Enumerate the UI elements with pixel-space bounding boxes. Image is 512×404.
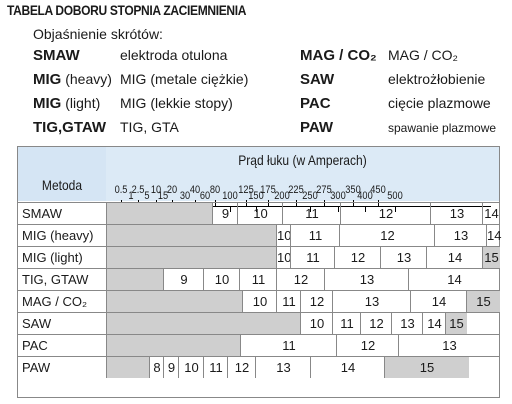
not-applicable-range bbox=[107, 247, 276, 268]
not-applicable-range bbox=[107, 313, 300, 334]
shade-cell: 12 bbox=[360, 313, 392, 334]
table-row bbox=[18, 246, 499, 268]
table-row bbox=[18, 312, 499, 334]
scale-label-top: 10 bbox=[150, 184, 162, 196]
scale-label-top: 175 bbox=[260, 184, 276, 196]
scale-label-top: 350 bbox=[345, 184, 361, 196]
abbr-code-mig-light: MIG (light) bbox=[33, 95, 101, 112]
abbr-meaning-saw: elektrożłobienie bbox=[388, 71, 486, 87]
shade-cell: 13 bbox=[434, 225, 487, 246]
shade-cell: 13 bbox=[391, 313, 423, 334]
abbr-code-mig-heavy: MIG (heavy) bbox=[33, 71, 112, 88]
scale-label-bottom: 500 bbox=[387, 190, 403, 202]
shade-cell: 14 bbox=[482, 203, 500, 224]
shade-table bbox=[17, 146, 500, 398]
shade-cell: 13 bbox=[324, 269, 409, 290]
abbr-code-tig: TIG,GTAW bbox=[33, 119, 107, 136]
shade-cell: 10 bbox=[300, 313, 333, 334]
table-row bbox=[18, 224, 502, 246]
scale-label-bottom: 250 bbox=[302, 190, 318, 202]
scale-label-top: 275 bbox=[316, 184, 332, 196]
shade-cell: 13 bbox=[398, 335, 500, 356]
scale-label-top: 125 bbox=[238, 184, 254, 196]
shade-cell: 12 bbox=[336, 335, 399, 356]
page-title: TABELA DOBORU STOPNIA ZACIEMNIENIA bbox=[7, 2, 247, 18]
shade-cell: 8 bbox=[149, 357, 164, 378]
shade-cell: 11 bbox=[290, 225, 340, 246]
row-method-name: MAG / CO₂ bbox=[18, 291, 107, 312]
shade-cell: 14 bbox=[310, 357, 385, 378]
shade-cell: 10 bbox=[242, 291, 277, 312]
shade-cell: 15 bbox=[445, 313, 467, 334]
not-applicable-range bbox=[107, 291, 242, 312]
scale-label-bottom: 150 bbox=[248, 190, 264, 202]
shade-cell: 15 bbox=[482, 247, 500, 268]
row-method-name: MIG (heavy) bbox=[18, 225, 107, 246]
scale-label-bottom: 30 bbox=[179, 190, 191, 202]
scale-label-bottom: 1 bbox=[128, 190, 134, 202]
method-header: Metoda bbox=[41, 177, 83, 193]
shade-cell: 14 bbox=[410, 291, 467, 312]
shade-cell: 10 bbox=[237, 203, 283, 224]
table-row bbox=[18, 356, 499, 378]
abbr-code-mag: MAG / CO₂ bbox=[300, 47, 377, 64]
abbr-meaning-tig: TIG, GTA bbox=[120, 119, 179, 135]
abbr-meaning-mig-light: MIG (lekkie stopy) bbox=[120, 95, 233, 111]
shade-cell: 13 bbox=[430, 203, 483, 224]
shade-cell: 10 bbox=[276, 247, 291, 268]
scale-label-top: 2.5 bbox=[131, 184, 145, 196]
scale-label-top: 225 bbox=[288, 184, 304, 196]
shade-cell: 11 bbox=[276, 291, 301, 312]
scale-label-bottom: 60 bbox=[199, 190, 211, 202]
shade-cell: 12 bbox=[339, 225, 435, 246]
shade-cell: 10 bbox=[276, 225, 291, 246]
abbr-meaning-mig-heavy: MIG (metale ciężkie) bbox=[120, 71, 249, 87]
shade-cell: 13 bbox=[332, 291, 411, 312]
method-header-cell bbox=[18, 147, 107, 201]
shade-cell: 14 bbox=[486, 225, 500, 246]
legend-heading: Objaśnienie skrótów: bbox=[33, 26, 163, 42]
scale-label-top: 20 bbox=[166, 184, 178, 196]
scale-label-bottom: 300 bbox=[330, 190, 346, 202]
not-applicable-range bbox=[107, 203, 212, 224]
scale-label-top: 40 bbox=[189, 184, 201, 196]
scale-label-top: 0.5 bbox=[114, 184, 128, 196]
row-method-name: SAW bbox=[18, 313, 107, 334]
scale-label-bottom: 100 bbox=[222, 190, 238, 202]
shade-cell: 12 bbox=[334, 247, 381, 268]
shade-cell: 15 bbox=[466, 291, 500, 312]
shade-cell: 11 bbox=[239, 269, 277, 290]
shade-cell: 11 bbox=[290, 247, 335, 268]
shade-cell: 9 bbox=[163, 357, 179, 378]
shade-cell: 12 bbox=[340, 203, 431, 224]
shade-cell: 15 bbox=[384, 357, 469, 378]
scale-label-top: 80 bbox=[209, 184, 221, 196]
shade-cell: 12 bbox=[227, 357, 256, 378]
shade-cell: 12 bbox=[300, 291, 333, 312]
current-header: Prąd łuku (w Amperach) bbox=[238, 152, 367, 168]
row-method-name: PAC bbox=[18, 335, 107, 356]
abbr-code-paw: PAW bbox=[300, 119, 334, 136]
shade-cell: 14 bbox=[408, 269, 500, 290]
not-applicable-range bbox=[107, 269, 163, 290]
row-method-name: PAW bbox=[18, 357, 107, 378]
abbr-meaning-mag: MAG / CO₂ bbox=[388, 47, 458, 63]
shade-cell: 9 bbox=[212, 203, 238, 224]
shade-cell: 11 bbox=[332, 313, 361, 334]
abbr-meaning-paw: spawanie plazmowe bbox=[388, 121, 497, 135]
scale-label-bottom: 200 bbox=[274, 190, 290, 202]
shade-cell: 10 bbox=[178, 357, 204, 378]
table-row bbox=[18, 268, 499, 290]
shade-cell: 10 bbox=[203, 269, 240, 290]
not-applicable-range bbox=[107, 357, 149, 378]
scale-label-bottom: 400 bbox=[357, 190, 373, 202]
shade-cell: 11 bbox=[203, 357, 228, 378]
row-method-name: SMAW bbox=[18, 203, 107, 224]
scale-label-bottom: 5 bbox=[144, 190, 150, 202]
shade-cell: 11 bbox=[240, 335, 337, 356]
scale-label-top: 450 bbox=[370, 184, 386, 196]
abbr-meaning-pac: cięcie plazmowe bbox=[388, 95, 491, 111]
table-row bbox=[18, 202, 499, 224]
shade-cell: 13 bbox=[380, 247, 427, 268]
shade-cell: 11 bbox=[282, 203, 341, 224]
row-method-name: MIG (light) bbox=[18, 247, 107, 268]
table-row bbox=[18, 290, 499, 312]
abbr-code-saw: SAW bbox=[300, 71, 335, 88]
shade-cell: 13 bbox=[255, 357, 311, 378]
abbr-meaning-smaw: elektroda otulona bbox=[120, 47, 228, 63]
not-applicable-range bbox=[107, 225, 276, 246]
shade-cell: 14 bbox=[422, 313, 446, 334]
row-method-name: TIG, GTAW bbox=[18, 269, 107, 290]
not-applicable-range bbox=[107, 335, 240, 356]
scale-label-bottom: 15 bbox=[157, 190, 169, 202]
abbr-code-pac: PAC bbox=[300, 95, 331, 112]
shade-cell: 9 bbox=[163, 269, 204, 290]
shade-cell: 12 bbox=[276, 269, 325, 290]
table-row bbox=[18, 334, 499, 356]
shade-cell: 14 bbox=[426, 247, 483, 268]
abbr-code-smaw: SMAW bbox=[33, 47, 80, 64]
